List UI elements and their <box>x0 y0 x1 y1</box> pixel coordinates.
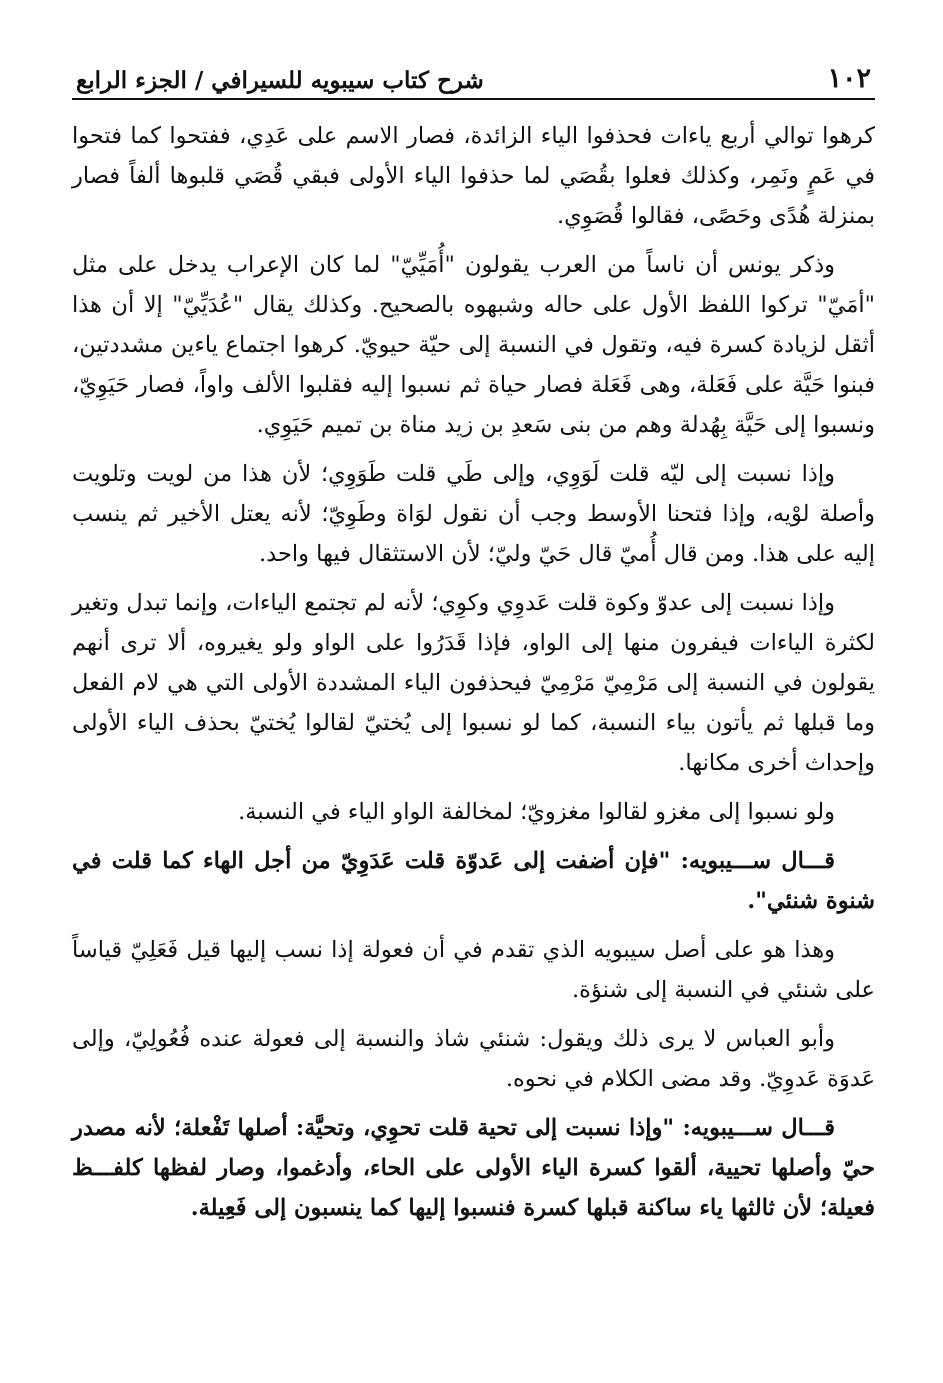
page-number: ١٠٢ <box>827 63 871 94</box>
paragraph-1: كرهوا توالي أربع ياءات فحذفوا الياء الزائدة، فصار الاسم على عَدِي، ففتحوا كما فتحوا في عَمٍ ونَمِر، وكذلك فعلوا بقُصَي لما حذفوا الياء الأولى فبقي قُصَي قلبوها ألفاً فصار بمنزلة هُدًى وحَصًى، فقالوا قُصَوِي. <box>72 123 875 229</box>
sibawayh-quote-1: قـــال ســـيبويه: "فإن أضفت إلى عَدوّة قلت عَدَوِيّ من أجل الهاء كما قلت في شنوة شنئي". <box>72 848 875 914</box>
document-page <box>72 50 875 1237</box>
paragraph-3: وإذا نسبت إلى ليّه قلت لَوَوِي، وإلى طَي قلت طَوَوِي؛ لأن هذا من لويت وتلويت وأصلة لوْيه، وإذا فتحنا الأوسط وجب أن نقول لوَاة وطَوِيّ؛ لأنه يعتل الأخير ثم ينسب إليه على هذا. ومن قال أُميّ قال حَيّ وليّ؛ لأن الاستثقال فيها واحد. <box>72 461 875 567</box>
paragraph-2: وذكر يونس أن ناساً من العرب يقولون "أُمَيِّيّ" لما كان الإعراب يدخل على مثل "أمَيّ" تركوا اللفظ الأول على حاله وشبهوه بالصحيح. وكذلك يقال "عُدَيِّيّ" إلا أن هذا أثقل لزيادة كسرة فيه، وتقول في النسبة إلى حيّة حيويّ. كرهوا اجتماع ياءين مشددتين، فبنوا حَيَّة على فَعَلة، وهى فَعَلة فصار حياة ثم نسبوا إليه فقلبوا الألف واواً، فصار حَيَوِيّ، ونسبوا إلى حَيَّة بِهُدلة وهم من بنى سَعدِ بن زيد مناة بن تميم حَيَوِي. <box>72 252 875 438</box>
paragraph-8: وأبو العباس لا يرى ذلك ويقول: شنئي شاذ والنسبة إلى فعولة عنده فُعُولِيّ، وإلى عَدوَة عَدوِيّ. وقد مضى الكلام في نحوه. <box>72 1026 875 1092</box>
page-body <box>72 116 875 1228</box>
sibawayh-quote-2: قـــال ســـيبويه: "وإذا نسبت إلى تحية قلت تحوِي، وتحيَّة: أصلها تَفْعلة؛ لأنه مصدر حيّ وأصلها تحيية، ألقوا كسرة الياء الأولى على الحاء، وأدغموا، وصار لفظها كلفـــظ فعيلة؛ لأن ثالثها ياء ساكنة قبلها كسرة فنسبوا إليها كما ينسبون إلى فَعِيلة. <box>72 1115 875 1221</box>
running-title: شرح كتاب سيبويه للسيرافي / الجزء الرابع <box>76 67 484 94</box>
paragraph-4: وإذا نسبت إلى عدوّ وكوة قلت عَدوِي وكوِي؛ لأنه لم تجتمع الياءات، وإنما تبدل وتغير لكثرة الياءات فيفرون منها إلى الواو، فإذا قَدَرُوا على الواو ولو يغيروه، ألا ترى أنهم يقولون في النسبة إلى مَرْمِيّ مَرْمِيّ فيحذفون الياء المشددة الأولى التي هي لام الفعل وما قبلها ثم يأتون بياء النسبة، كما لو نسبوا إلى يُختيّ لقالوا يُختيّ بحذف الياء الأولى وإحداث أخرى مكانها. <box>72 590 875 776</box>
page-header <box>72 50 875 100</box>
paragraph-7: وهذا هو على أصل سيبويه الذي تقدم في أن فعولة إذا نسب إليها قيل فَعَلِيّ قياساً على شنئي في النسبة إلى شنؤة. <box>72 937 875 1003</box>
paragraph-5: ولو نسبوا إلى مغزو لقالوا مغزويّ؛ لمخالفة الواو الياء في النسبة. <box>238 799 835 825</box>
